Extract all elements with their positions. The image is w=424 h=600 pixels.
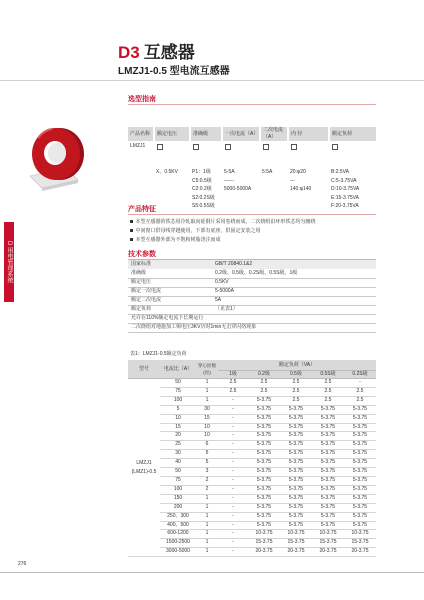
table-cell: 5-3.75 [312, 423, 344, 432]
table-cell: 5-3.75 [344, 494, 376, 503]
col-voltage: 额定电压 [155, 127, 189, 141]
col-product-name: 产品名称 [128, 127, 153, 141]
table-cell: 5-3.75 [344, 405, 376, 414]
feature-item: 本型互感器的铁芯用冷轧取向硅钢片采用卷绕而成，二次绕组沿环形铁芯均匀缠绕 [130, 218, 316, 225]
table-cell: 200 [160, 503, 196, 512]
primary-values: 5-5A ------ 5000-5000A [224, 169, 252, 192]
table-cell: 20 [160, 432, 196, 441]
tech-row-burden: 额定负荷 （见表1） [131, 306, 238, 312]
table-cell: 25 [160, 441, 196, 450]
table-cell: 1 [196, 548, 218, 557]
header-class-0.2s: 0.2S级 [344, 371, 376, 379]
table-row [128, 521, 376, 530]
row-divider [128, 332, 376, 333]
table-cell: 1 [196, 494, 218, 503]
table-cell: - [218, 414, 248, 423]
table-cell: 6 [196, 441, 218, 450]
table-cell: 3 [196, 468, 218, 477]
table-row [128, 441, 376, 450]
table-cell: 1 [196, 539, 218, 548]
table-cell: 2.5 [312, 396, 344, 405]
header-class-0.5s: 0.5S级 [312, 371, 344, 379]
table-cell: 5-3.75 [248, 476, 280, 485]
table-cell: - [218, 459, 248, 468]
table-row [128, 432, 376, 441]
table-cell: 250、300 [160, 512, 196, 521]
table-cell: - [344, 379, 376, 388]
tech-row-secondary: 额定二次电流 5A [131, 297, 222, 303]
checkbox-voltage[interactable] [157, 144, 163, 150]
table-cell: - [218, 396, 248, 405]
table-row [128, 548, 376, 557]
features-title: 产品特征 [128, 206, 156, 213]
table-cell: 5-3.75 [280, 432, 312, 441]
table-cell: 5-3.75 [312, 459, 344, 468]
bullet-icon [130, 229, 133, 232]
table-cell: 2.5 [344, 396, 376, 405]
table-cell: - [218, 503, 248, 512]
feature-item: 本型互感器外部为不饱和树脂浇注而成 [130, 236, 221, 243]
col-burden: 额定负荷 [330, 127, 376, 141]
table-cell: 20-3.75 [280, 548, 312, 557]
table-cell: 15-3.75 [312, 539, 344, 548]
table-cell: 15-3.75 [248, 539, 280, 548]
table-cell: 5-3.75 [312, 405, 344, 414]
table-cell: 5-3.75 [344, 450, 376, 459]
table-cell: 5-3.75 [344, 485, 376, 494]
table-cell: 5-3.75 [280, 459, 312, 468]
table-cell: - [218, 521, 248, 530]
table-cell: 5-3.75 [312, 441, 344, 450]
table-cell: 5-3.75 [344, 468, 376, 477]
table-cell: 40 [160, 459, 196, 468]
table-cell: 5-3.75 [248, 494, 280, 503]
table-cell: 5-3.75 [344, 414, 376, 423]
table-row [128, 387, 376, 396]
table-cell: 50 [160, 468, 196, 477]
table-cell: 5-3.75 [312, 476, 344, 485]
tech-note: 允许在110%额定电流下长期运行 [131, 315, 204, 321]
table-row [128, 512, 376, 521]
table-caption: 表1：LMZJ1-0.5额定负荷 [130, 351, 187, 357]
table-cell: 5-3.75 [280, 521, 312, 530]
header-class-0.2: 0.2级 [248, 371, 280, 379]
tech-row-accuracy: 准确级 0.2级、0.5级、0.2S级、0.5S级、1级 [131, 270, 298, 276]
table-cell: 1 [196, 521, 218, 530]
col-secondary-current: 二次电流（A） [261, 127, 287, 141]
burden-table [128, 360, 376, 557]
table-row [128, 379, 376, 388]
table-cell: 100 [160, 396, 196, 405]
table-cell: 2.5 [218, 387, 248, 396]
table-cell: 2 [196, 476, 218, 485]
page-number: 276 [18, 561, 27, 567]
table-cell: 5-3.75 [248, 405, 280, 414]
checkbox-secondary[interactable] [263, 144, 269, 150]
table-cell: 5-3.75 [312, 414, 344, 423]
footer-divider [0, 572, 424, 573]
checkbox-diameter[interactable] [291, 144, 297, 150]
table-cell: 15-3.75 [344, 539, 376, 548]
features-divider [128, 214, 376, 215]
table-cell: 5-3.75 [344, 459, 376, 468]
table-cell: 5-3.75 [312, 521, 344, 530]
table-cell: 5-3.75 [248, 521, 280, 530]
table-cell: 5-3.75 [312, 512, 344, 521]
bullet-icon [130, 238, 133, 241]
table-row [128, 459, 376, 468]
table-cell: 5-3.75 [280, 468, 312, 477]
table-cell: 20-3.75 [312, 548, 344, 557]
table-cell: - [218, 476, 248, 485]
table-row [128, 503, 376, 512]
table-cell: 15 [196, 414, 218, 423]
table-cell: - [218, 450, 248, 459]
table-cell: 5-3.75 [248, 450, 280, 459]
table-cell: 2.5 [248, 387, 280, 396]
table-cell: - [218, 405, 248, 414]
table-cell: 5-3.75 [344, 432, 376, 441]
col-diameter: 内 径 [289, 127, 328, 141]
table-cell: 10 [196, 423, 218, 432]
table-cell: 5-3.75 [248, 414, 280, 423]
table-cell: 1 [196, 512, 218, 521]
accuracy-values: P1：1级 C5:0.5级 C2:0.2级 S2:0.2S级 S5:0.5S级 [192, 169, 215, 209]
table-cell: 5-3.75 [344, 521, 376, 530]
table-row [128, 450, 376, 459]
table-cell: 5-3.75 [280, 494, 312, 503]
table-cell: 100 [160, 485, 196, 494]
checkbox-burden[interactable] [332, 144, 338, 150]
table-cell: - [218, 423, 248, 432]
table-cell: 15-3.75 [280, 539, 312, 548]
table-row [128, 539, 376, 548]
table-row [128, 423, 376, 432]
table-cell: 2.5 [280, 387, 312, 396]
table-cell: 5-3.75 [280, 414, 312, 423]
table-cell: 5-3.75 [280, 423, 312, 432]
table-cell: 2.5 [344, 387, 376, 396]
table-cell: 5 [160, 405, 196, 414]
table-cell: - [218, 441, 248, 450]
table-cell: 5-3.75 [248, 432, 280, 441]
table-cell: 2.5 [312, 387, 344, 396]
diameter-values: 20:φ20 --- 140:φ140 [290, 169, 312, 192]
table-cell: 5-3.75 [248, 441, 280, 450]
table-row [128, 396, 376, 405]
header-class-0.5: 0.5级 [280, 371, 312, 379]
table-cell: 10-3.75 [312, 530, 344, 539]
table-cell: 5-3.75 [312, 485, 344, 494]
product-subtitle: LMZJ1-0.5 型电流互感器 [118, 66, 230, 77]
table-cell: 600-1200 [160, 530, 196, 539]
burden-values: B:2.5VA C:5-3.75VA D:10-3.75VA E:15-3.75VA F:20-3.75VA [331, 169, 360, 209]
product-image [18, 118, 98, 198]
table-cell: 5-3.75 [280, 503, 312, 512]
table-cell: 5-3.75 [248, 396, 280, 405]
voltage-values: X、0.5KV [156, 169, 178, 175]
table-row [128, 494, 376, 503]
table-cell: 5-3.75 [248, 512, 280, 521]
table-cell: 1 [196, 396, 218, 405]
table-cell: - [218, 548, 248, 557]
table-cell: 10 [196, 432, 218, 441]
table-cell: 5-3.75 [344, 512, 376, 521]
table-cell: 1 [196, 379, 218, 388]
header-divider [0, 80, 424, 81]
bullet-icon [130, 220, 133, 223]
table-cell: 5-3.75 [280, 441, 312, 450]
table-cell: 5-3.75 [344, 441, 376, 450]
table-cell: - [218, 512, 248, 521]
header-model: 型号 [128, 360, 160, 379]
table-cell: 10-3.75 [248, 530, 280, 539]
table-cell: 75 [160, 387, 196, 396]
section-title: 互感器 [143, 43, 195, 62]
table-cell: 1 [196, 530, 218, 539]
table-cell: 2.5 [312, 379, 344, 388]
table-cell: 5-3.75 [312, 468, 344, 477]
table-cell: 5-3.75 [280, 485, 312, 494]
header-class-1: 1级 [218, 371, 248, 379]
col-accuracy: 准确级 [191, 127, 221, 141]
header-ratio: 电流比（A） [160, 360, 196, 379]
table-cell: - [218, 539, 248, 548]
table-cell: 5-3.75 [280, 405, 312, 414]
table-row [128, 405, 376, 414]
col-primary-current: 一次电流（A） [223, 127, 259, 141]
table-row [128, 485, 376, 494]
table-cell: 10-3.75 [344, 530, 376, 539]
table-cell: 50 [160, 379, 196, 388]
side-chapter-tab: D 用电管理系统 [4, 222, 14, 302]
table-cell: 15 [160, 423, 196, 432]
table-row [128, 476, 376, 485]
table-cell: 2.5 [218, 379, 248, 388]
table-cell: - [218, 494, 248, 503]
table-cell: 150 [160, 494, 196, 503]
table-cell: 30 [160, 450, 196, 459]
table-cell: 30 [196, 405, 218, 414]
section-code: D3 [118, 43, 140, 62]
table-cell: 5-3.75 [248, 485, 280, 494]
table-row [128, 468, 376, 477]
tech-row-voltage: 额定电压 0.5KV [131, 279, 229, 285]
table-cell: 20-3.75 [344, 548, 376, 557]
product-code: LMZJ1 [130, 143, 146, 149]
tech-row-primary: 额定一次电流 5-5000A [131, 288, 234, 294]
table-body [128, 379, 376, 557]
selection-divider [128, 104, 376, 105]
tech-row-standard: 国家标准 GB/T 20840.1&2 [128, 260, 376, 269]
checkbox-accuracy[interactable] [193, 144, 199, 150]
table-cell: 2.5 [248, 379, 280, 388]
table-cell: 75 [160, 476, 196, 485]
page-title [118, 38, 195, 63]
table-cell: 2.5 [280, 396, 312, 405]
table-cell: 5-3.75 [344, 476, 376, 485]
table-cell: - [218, 468, 248, 477]
table-cell: 5-3.75 [312, 494, 344, 503]
secondary-values: 5:5A [262, 169, 273, 175]
table-cell: 5-3.75 [280, 450, 312, 459]
table-cell: 400、500 [160, 521, 196, 530]
table-cell: 5-3.75 [280, 512, 312, 521]
table-cell: 5-3.75 [344, 423, 376, 432]
table-cell: - [218, 530, 248, 539]
table-cell: - [218, 432, 248, 441]
table-cell: 5-3.75 [248, 423, 280, 432]
table-cell: 5-3.75 [344, 503, 376, 512]
tech-title: 技术参数 [128, 251, 156, 258]
table-cell: 10 [160, 414, 196, 423]
table-cell: 5-3.75 [312, 432, 344, 441]
table-cell: 5-3.75 [248, 459, 280, 468]
table-cell: - [218, 485, 248, 494]
table-cell: 1500-2500 [160, 539, 196, 548]
selection-title: 选型指南 [128, 96, 156, 103]
tech-note: 二次绕组对地施加工频电压3KV历时1min无击穿闪络现象 [131, 324, 257, 330]
table-row [128, 530, 376, 539]
table-cell: 5-3.75 [248, 503, 280, 512]
table-cell: 3000-5000 [160, 548, 196, 557]
model-cell: LMZJ1 (LMZ1)-0.5 [128, 379, 160, 557]
checkbox-primary[interactable] [225, 144, 231, 150]
header-burden-group: 额定负荷（VA） [218, 360, 376, 371]
table-cell: 1 [196, 387, 218, 396]
table-cell: 10-3.75 [280, 530, 312, 539]
table-cell: 5 [196, 459, 218, 468]
table-row [128, 414, 376, 423]
table-cell: 5-3.75 [312, 450, 344, 459]
table-cell: 5-3.75 [280, 476, 312, 485]
table-cell: 5 [196, 450, 218, 459]
feature-item: 中间窗口供母线穿越使用，下部有底座，供固定安装之用 [130, 227, 261, 234]
table-cell: 2 [196, 485, 218, 494]
table-cell: 1 [196, 503, 218, 512]
table-cell: 2.5 [280, 379, 312, 388]
table-cell: 5-3.75 [312, 503, 344, 512]
header-turns: 穿心匝数(匝) [196, 360, 218, 379]
table-cell: 5-3.75 [248, 468, 280, 477]
table-cell: 20-3.75 [248, 548, 280, 557]
